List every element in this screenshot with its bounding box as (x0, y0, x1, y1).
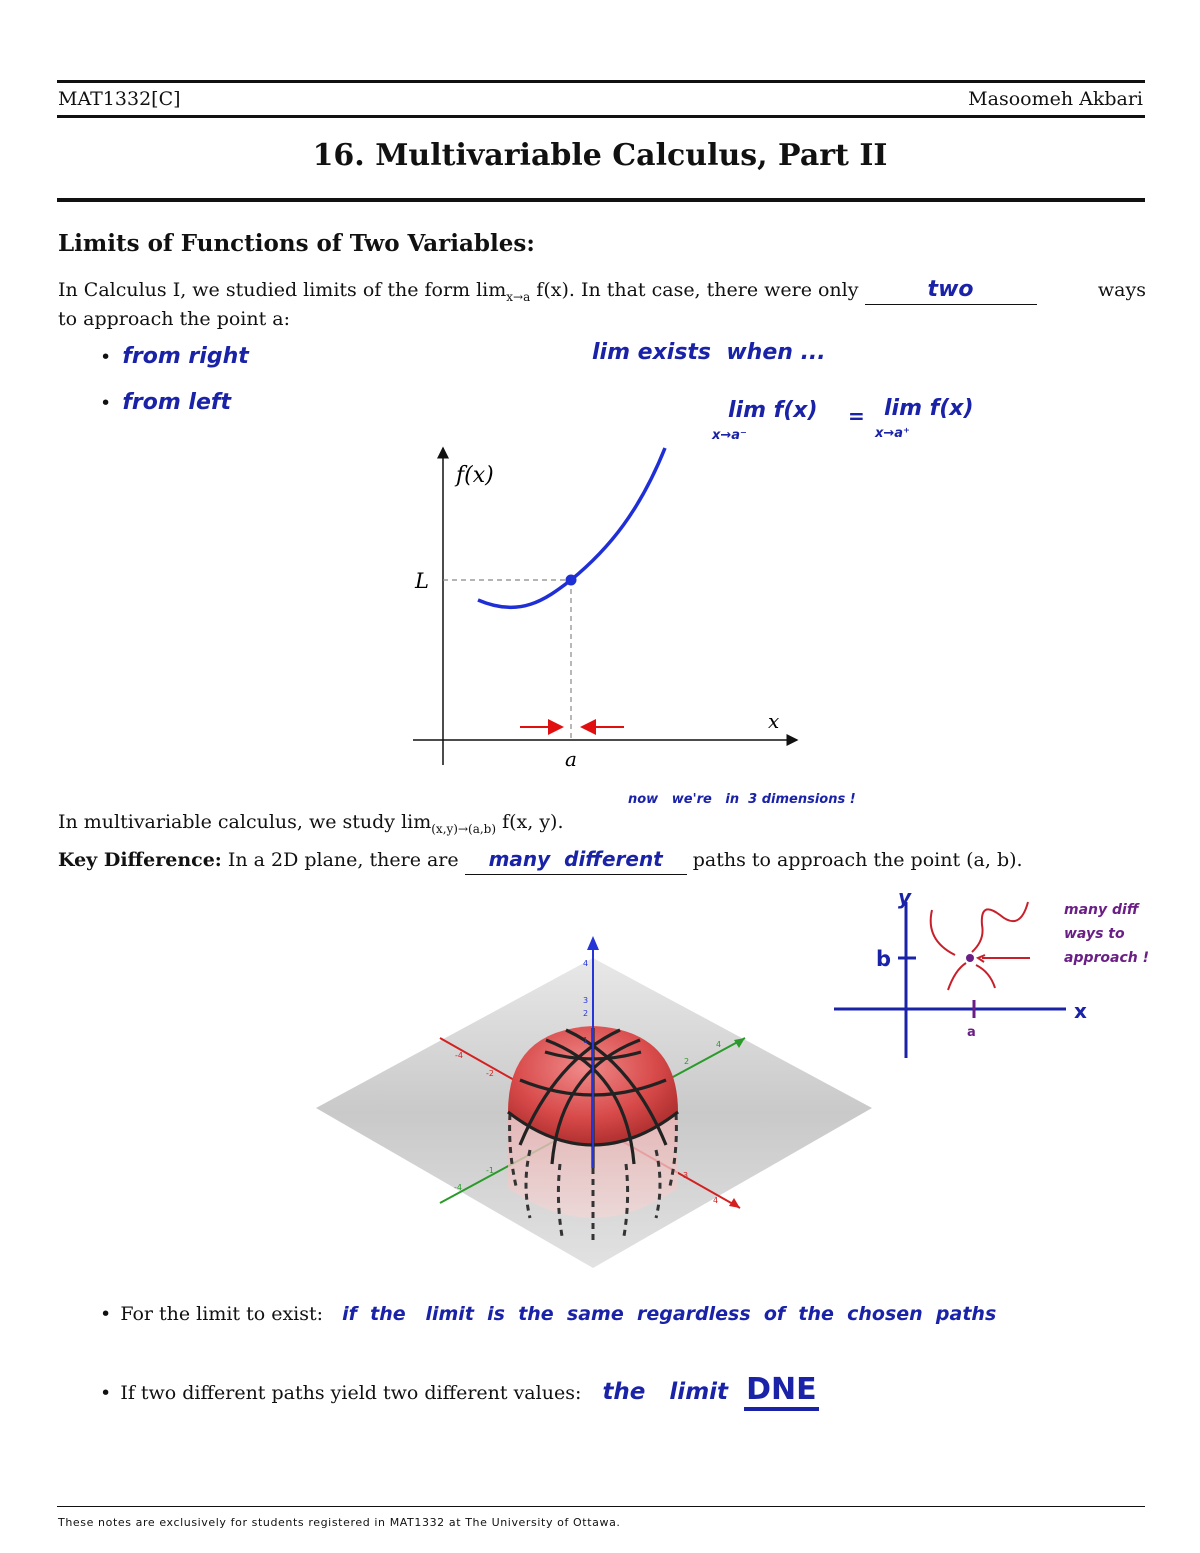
svg-text:1: 1 (583, 1036, 589, 1045)
multivariable-text: In multivariable calculus, we study $\lim_{(x,y)\to(a,b)} f(x$, y). (58, 811, 564, 836)
svg-text:3: 3 (683, 1171, 689, 1180)
page-title: 16. Multivariable Calculus, Part II (312, 138, 888, 173)
footer-text: These notes are exclusively for students registered in MAT1332 at The University of Ottawa. (58, 1516, 621, 1529)
sketch-b-label: b (876, 947, 892, 971)
svg-text:-1: -1 (486, 1166, 494, 1175)
intro-paragraph-line2: to approach the point a: (58, 308, 291, 330)
svg-text:3: 3 (583, 996, 589, 1005)
annotation-lim-left: lim f(x) (728, 398, 818, 423)
approach-bullet-right: • from right (100, 344, 249, 369)
svg-text:-4: -4 (454, 1183, 462, 1192)
bullet-limit-exists: • For the limit to exist: if the limit is the same regardless of the chosen paths (100, 1303, 997, 1325)
key-difference-text: Key Difference: In a 2D plane, there are many different paths to approach the point (a, b). (58, 845, 1023, 875)
annotation-many-diff: many diff ways to approach ! (1064, 902, 1149, 966)
svg-text:4: 4 (716, 1040, 722, 1049)
approach-bullet-left: • from left (100, 390, 231, 415)
sketch-a-label: a (967, 1025, 976, 1040)
section-heading: Limits of Functions of Two Variables: (58, 230, 535, 257)
intro-paragraph: In Calculus I, we studied limits of the form $\lim_{x\to a} f(x)$. In that case, there were only two ways (58, 277, 1146, 304)
dne-emphasis: DNE (744, 1372, 819, 1411)
annotation-equals: = (848, 404, 865, 428)
annotation-3-dimensions: now we're in 3 dimensions ! (628, 792, 856, 807)
footer-rule (57, 1506, 1145, 1507)
sketch-point (966, 954, 974, 962)
annotation-lim-right: lim f(x) (884, 396, 974, 421)
fill-blank-many-different: many different (465, 845, 687, 875)
svg-text:2: 2 (684, 1057, 690, 1066)
bullet-limit-dne: • If two different paths yield two different values: the limit DNE (100, 1372, 819, 1407)
sketch-x-label: x (1074, 999, 1087, 1023)
svg-text:4: 4 (713, 1196, 719, 1205)
course-code: MAT1332[C] (58, 88, 181, 110)
fill-blank-two: two (865, 276, 1037, 305)
sketch-y-label: y (898, 885, 912, 909)
graph-a-label: a (565, 747, 577, 771)
svg-text:-4: -4 (455, 1051, 463, 1060)
graph-xlabel: x (768, 709, 780, 733)
annotation-lim-right-sub: x→a⁺ (875, 426, 910, 441)
annotation-lim-exists: lim exists when ... (592, 340, 826, 365)
annotation-lim-left-sub: x→a⁻ (712, 428, 747, 443)
svg-text:-2: -2 (486, 1069, 494, 1078)
graph-ylabel: f(x) (456, 463, 494, 488)
author-name: Masoomeh Akbari (968, 88, 1143, 110)
svg-text:4: 4 (583, 959, 589, 968)
graph-L-label: L (415, 569, 429, 593)
sketch-approach-arrows (931, 902, 1030, 990)
svg-text:2: 2 (583, 1009, 589, 1018)
